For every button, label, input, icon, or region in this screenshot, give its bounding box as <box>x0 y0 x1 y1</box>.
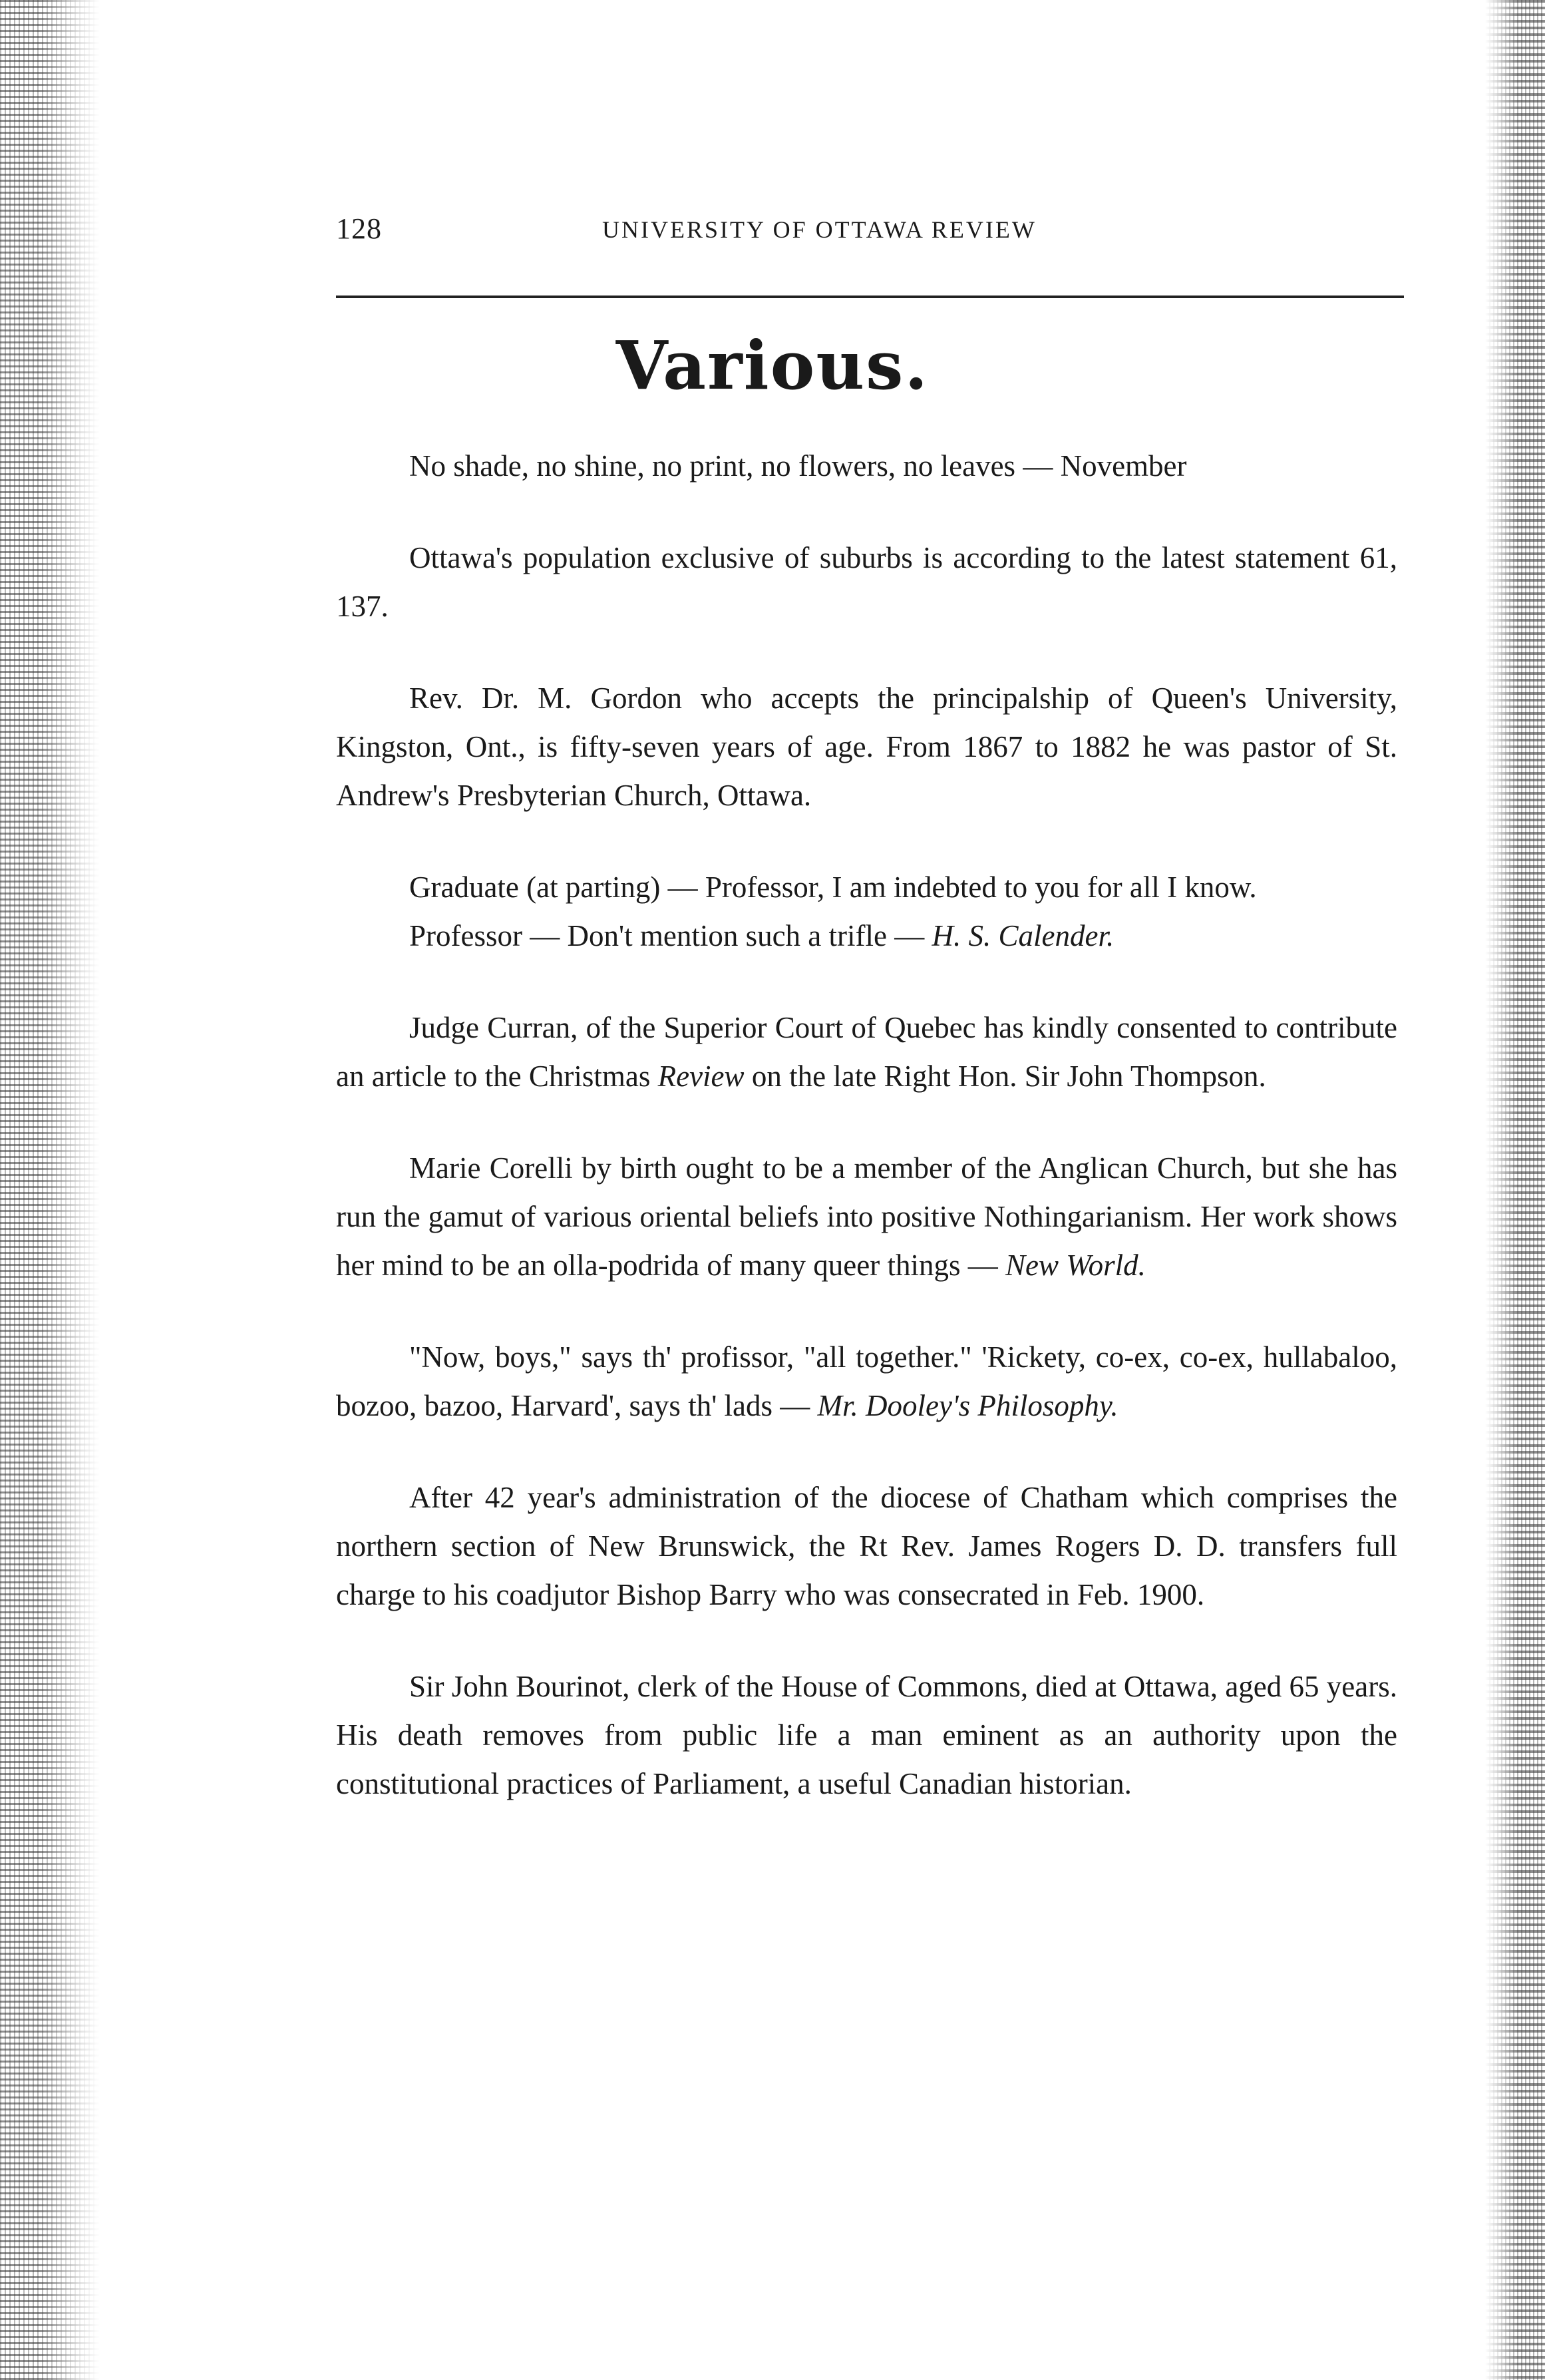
source-citation: H. S. Calender. <box>932 919 1115 952</box>
paragraph-november <box>336 442 1397 491</box>
paragraph-text: Rev. Dr. M. Gordon who accepts the principalship of Queen's University, Kingston, Ont., is fifty-seven years of age. From 1867 to 1882 he was pastor of St. Andrew's Presbyterian Church, Ottawa. <box>336 682 1397 812</box>
paragraph-text: Marie Corelli by birth ought to be a member of the Anglican Church, but she has run the gamut of various oriental beliefs into positive Nothingarianism. Her work shows her mind to be an olla-podrida of many queer things — <box>336 1151 1397 1282</box>
paragraph-text: Professor — Don't mention such a trifle — <box>409 919 925 952</box>
paragraph-text: Ottawa's population exclusive of suburbs is according to the latest statement 61, 137. <box>336 541 1397 623</box>
paragraph-graduate <box>336 863 1397 912</box>
publication-title: Review <box>657 1060 745 1093</box>
paragraph-text: on the late Right Hon. Sir John Thompson. <box>744 1060 1266 1093</box>
paragraph-bourinot <box>336 1663 1397 1808</box>
section-title: Various. <box>615 326 930 405</box>
header-rule <box>336 296 1404 298</box>
paragraph-text: Graduate (at parting) — Professor, I am indebted to you for all I know. <box>409 871 1257 904</box>
paragraph-text: No shade, no shine, no print, no flowers, no leaves — November <box>409 449 1187 483</box>
paragraph-text: Sir John Bourinot, clerk of the House of Commons, died at Ottawa, aged 65 years. His death removes from public life a man eminent as an authority upon the constitutional practices of Parliament, a useful Canadian historian. <box>336 1670 1397 1800</box>
source-citation: Mr. Dooley's Philosophy. <box>817 1389 1118 1422</box>
paragraph-text: "Now, boys," says th' profissor, "all together." 'Rickety, co-ex, co-ex, hullabaloo, bozoo, bazoo, Harvard', says th' lads — <box>336 1340 1397 1422</box>
paragraph-population <box>336 534 1397 631</box>
source-citation: New World. <box>1005 1249 1146 1282</box>
paragraph-chatham <box>336 1474 1397 1619</box>
paragraph-text: After 42 year's administration of the diocese of Chatham which comprises the northern section of New Brunswick, the Rt Rev. James Rogers D. D. transfers full charge to his coadjutor Bishop Barry who was consecrated in Feb. 1900. <box>336 1481 1397 1611</box>
paragraph-gordon <box>336 674 1397 820</box>
paragraph-corelli <box>336 1144 1397 1290</box>
paragraph-curran <box>336 1004 1397 1101</box>
paragraph-dooley <box>336 1333 1397 1430</box>
running-title: UNIVERSITY OF OTTAWA REVIEW <box>602 216 1037 243</box>
page-header <box>336 212 1407 252</box>
page-number: 128 <box>336 212 382 245</box>
article-body <box>336 442 1397 1852</box>
paragraph-professor <box>336 912 1397 960</box>
paragraph-text: Judge Curran, of the Superior Court of Quebec has kindly consented to contribute an article to the Christmas <box>336 1011 1397 1093</box>
